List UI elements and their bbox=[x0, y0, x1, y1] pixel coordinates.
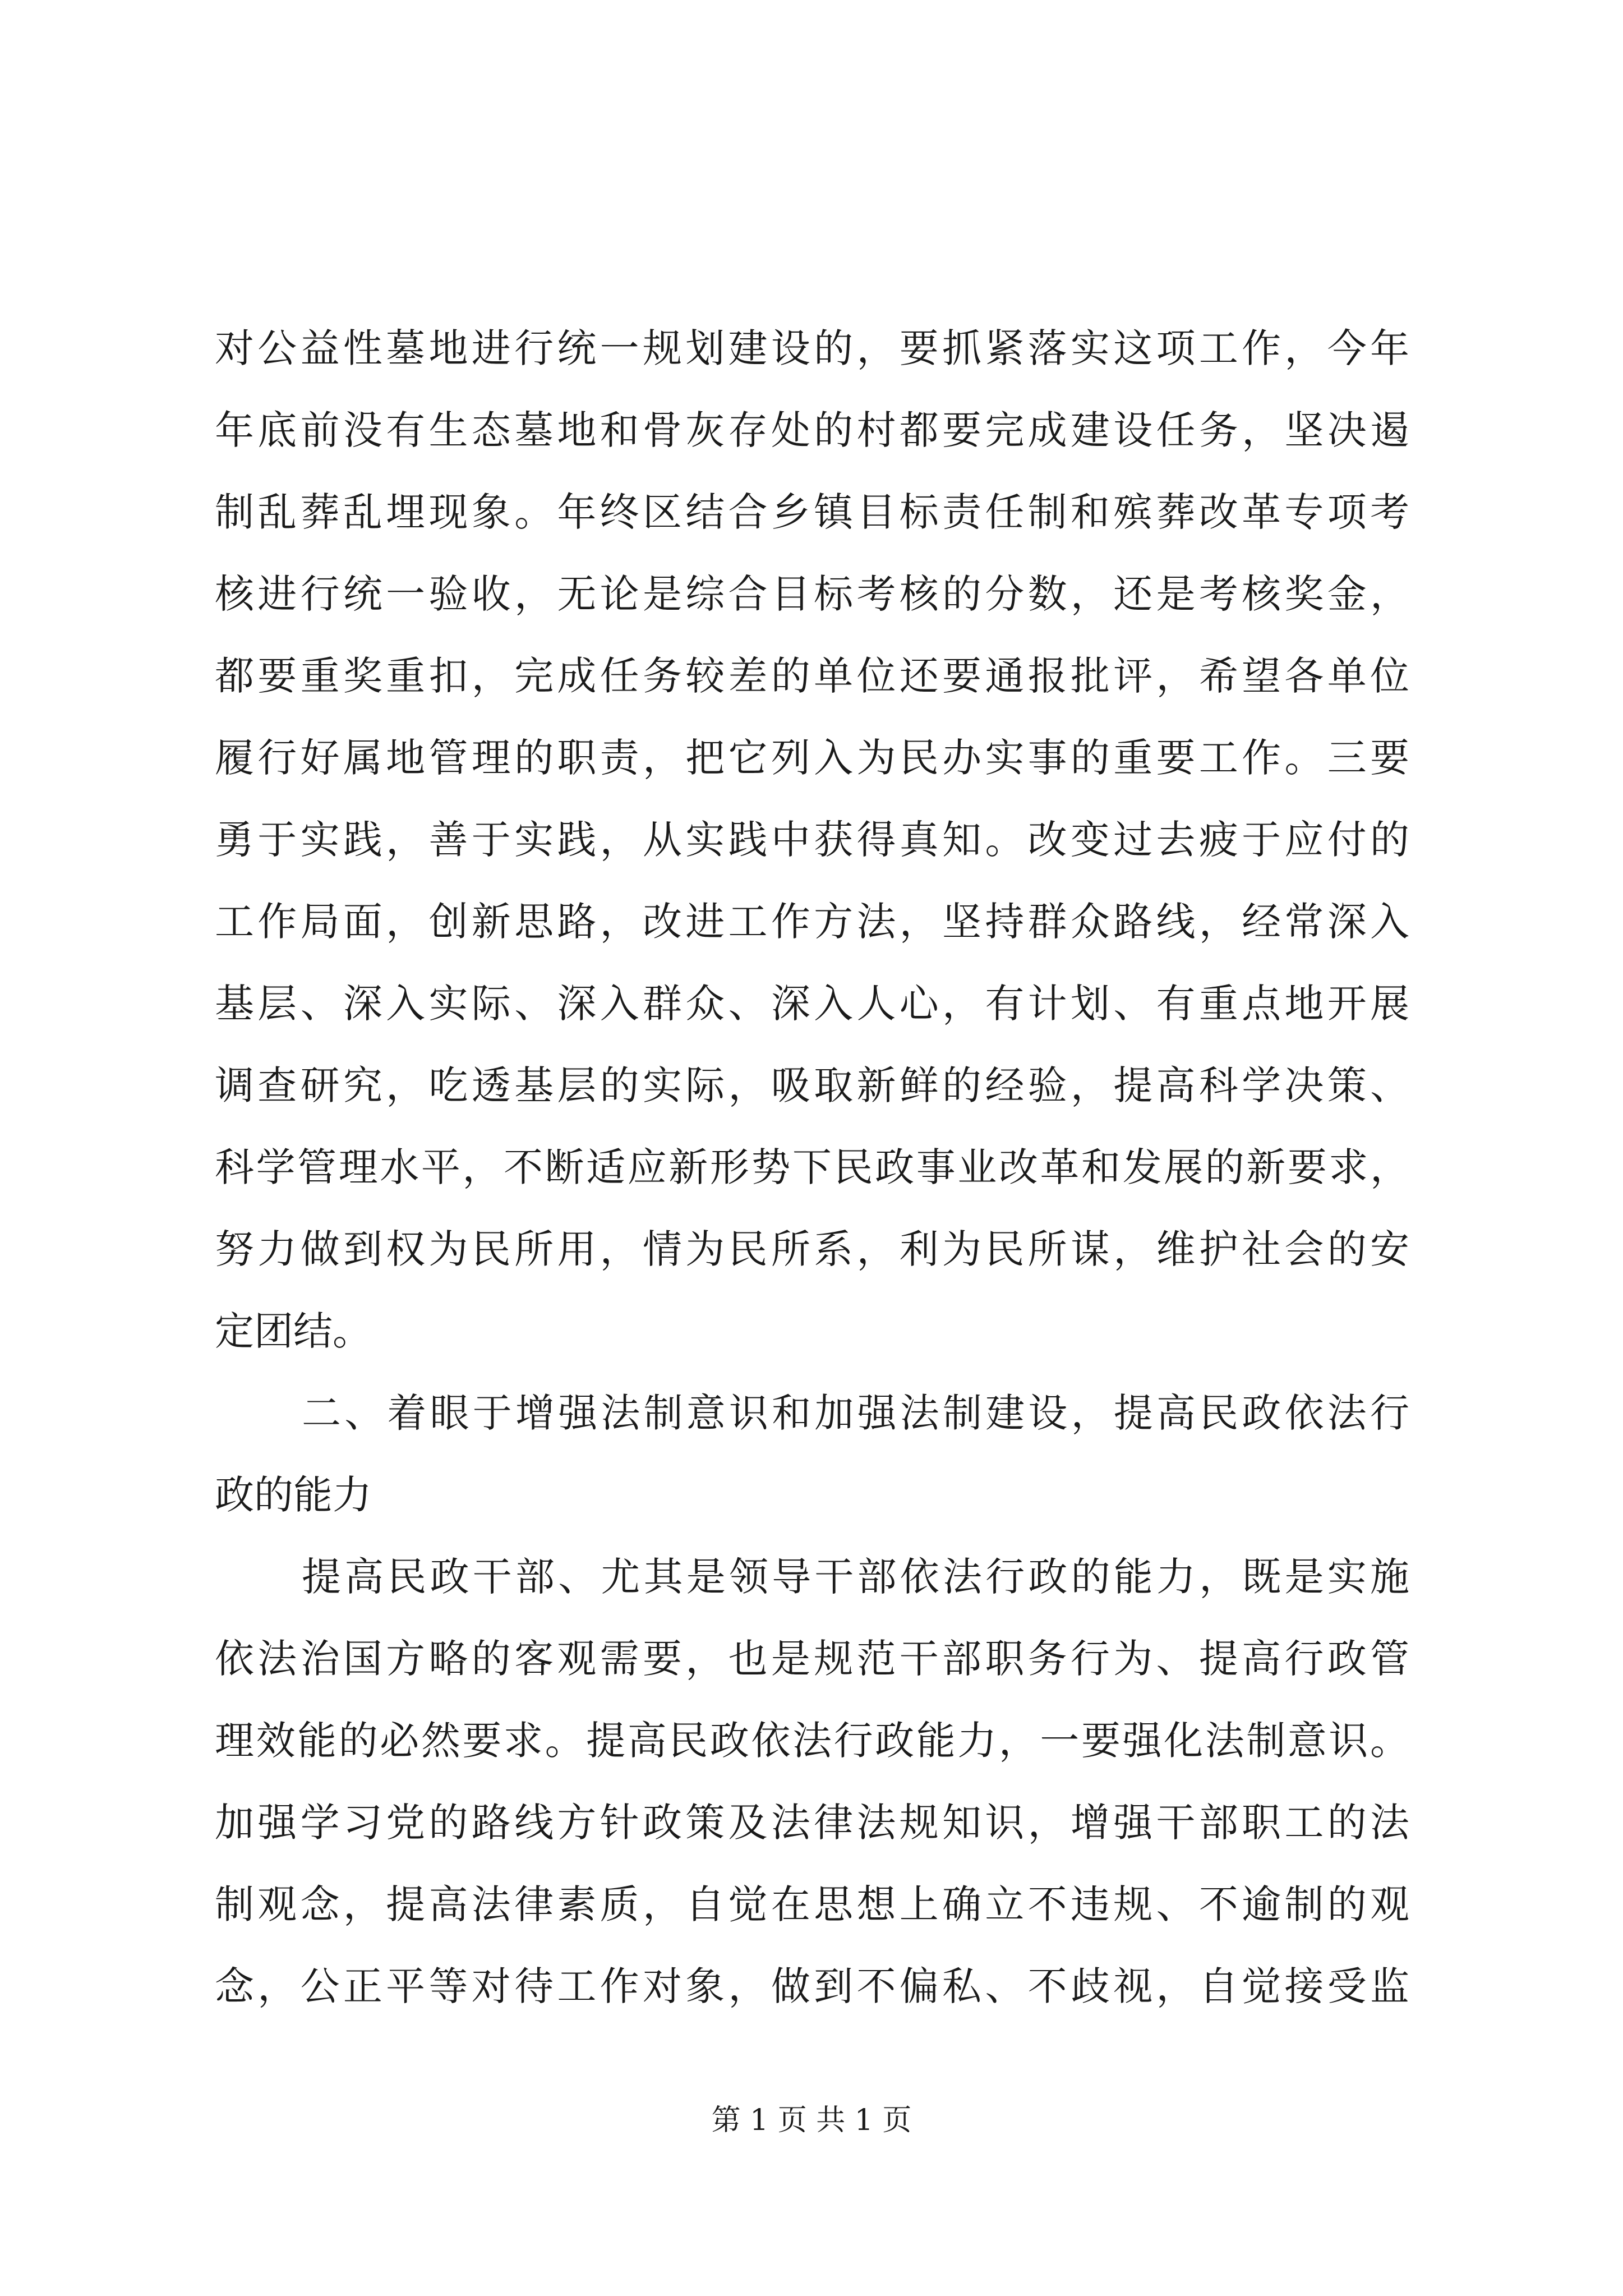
text-line: 理效能的必然要求。提高民政依法行政能力，一要强化法制意识。 bbox=[215, 1718, 1409, 1764]
text-line: 对公益性墓地进行统一规划建设的，要抓紧落实这项工作，今年 bbox=[215, 325, 1409, 371]
text-line: 依法治国方略的客观需要，也是规范干部职务行为、提高行政管 bbox=[215, 1636, 1409, 1682]
text-line: 履行好属地管理的职责，把它列入为民办实事的重要工作。三要 bbox=[215, 735, 1409, 781]
text-line: 念，公正平等对待工作对象，做到不偏私、不歧视，自觉接受监 bbox=[215, 1963, 1409, 2009]
text-line: 提高民政干部、尤其是领导干部依法行政的能力，既是实施 bbox=[302, 1554, 1409, 1600]
section-heading-line: 政的能力 bbox=[215, 1472, 372, 1518]
document-body bbox=[215, 307, 1409, 2027]
text-line: 定团结。 bbox=[215, 1308, 372, 1354]
text-line: 勇于实践，善于实践，从实践中获得真知。改变过去疲于应付的 bbox=[215, 817, 1409, 863]
text-line: 基层、深入实际、深入群众、深入人心，有计划、有重点地开展 bbox=[215, 981, 1409, 1027]
page-footer: 第 1 页 共 1 页 bbox=[711, 2104, 912, 2137]
section-heading-line: 二、着眼于增强法制意识和加强法制建设，提高民政依法行 bbox=[302, 1390, 1409, 1436]
text-line: 努力做到权为民所用，情为民所系，利为民所谋，维护社会的安 bbox=[215, 1226, 1409, 1272]
text-line: 核进行统一验收，无论是综合目标考核的分数，还是考核奖金， bbox=[215, 571, 1409, 617]
text-line: 工作局面，创新思路，改进工作方法，坚持群众路线，经常深入 bbox=[215, 899, 1409, 945]
text-line: 制观念，提高法律素质，自觉在思想上确立不违规、不逾制的观 bbox=[215, 1881, 1409, 1927]
text-line: 都要重奖重扣，完成任务较差的单位还要通报批评，希望各单位 bbox=[215, 653, 1409, 699]
text-line: 加强学习党的路线方针政策及法律法规知识，增强干部职工的法 bbox=[215, 1800, 1409, 1846]
text-line: 年底前没有生态墓地和骨灰存处的村都要完成建设任务，坚决遏 bbox=[215, 407, 1409, 453]
text-line: 科学管理水平，不断适应新形势下民政事业改革和发展的新要求， bbox=[215, 1144, 1409, 1190]
text-line: 调查研究，吃透基层的实际，吸取新鲜的经验，提高科学决策、 bbox=[215, 1062, 1409, 1108]
text-line: 制乱葬乱埋现象。年终区结合乡镇目标责任制和殡葬改革专项考 bbox=[215, 489, 1409, 535]
